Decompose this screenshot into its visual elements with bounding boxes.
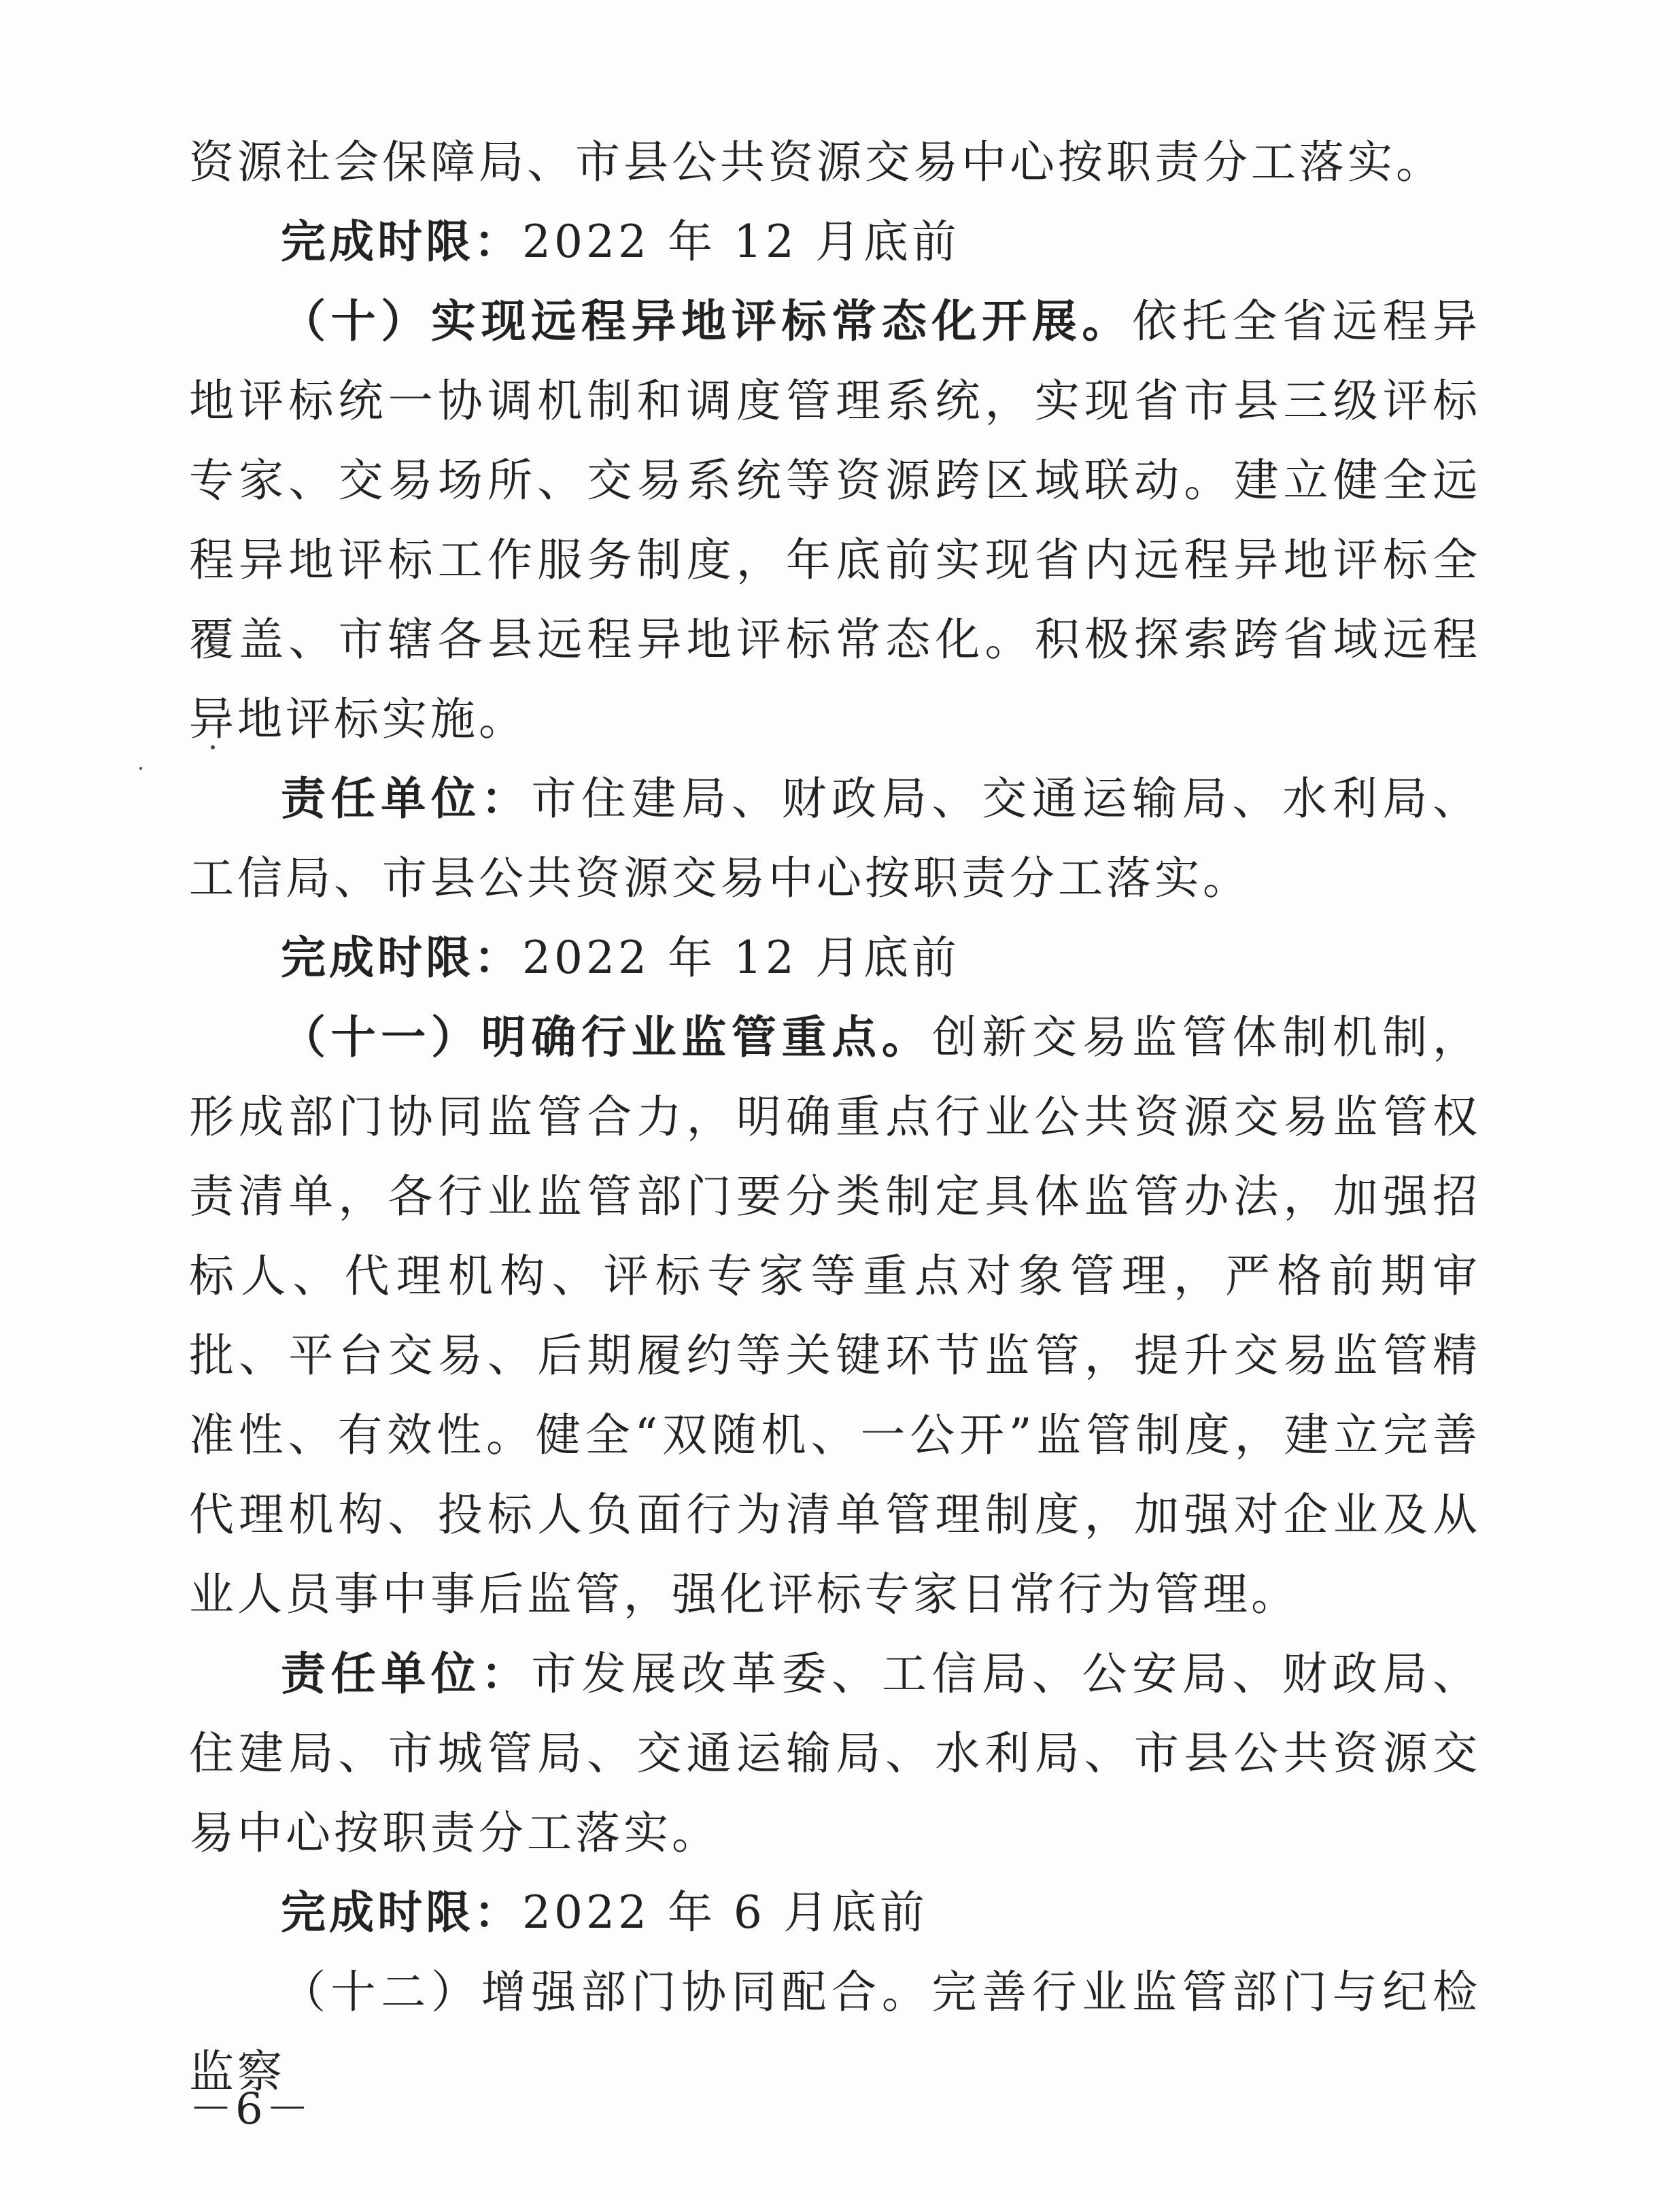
paragraph-text: 资源社会保障局、市县公共资源交易中心按职责分工落实。: [189, 136, 1444, 188]
scan-speck: [139, 767, 142, 770]
responsibility-paragraph: [189, 1634, 1481, 1873]
section-11-paragraph: [189, 998, 1481, 1634]
section-12-heading: （十二）: [281, 1966, 481, 2018]
section-11-heading: （十一）明确行业监管重点。: [281, 1010, 932, 1064]
deadline-paragraph: [189, 918, 1481, 998]
deadline-label: 完成时限：: [281, 215, 522, 268]
deadline-value: 2022 年 12 月底前: [522, 932, 960, 984]
responsibility-value: 市发展改革委、工信局、公安局、财政局、住建局、市城管局、交通运输局、水利局、市县公共资源交易中心按职责分工落实。: [189, 1648, 1481, 1859]
section-10-heading: （十）实现远程异地评标常态化开展。: [281, 294, 1133, 347]
section-10-text: 依托全省远程异地评标统一协调机制和调度管理系统，实现省市县三级评标专家、交易场所、交易系统等资源跨区域联动。建立健全远程异地评标工作服务制度，年底前实现省内远程异地评标全覆盖、市辖各县远程异地评标常态化。积极探索跨省域远程异地评标实施。: [189, 295, 1481, 745]
section-12-text: 增强部门协同配合。完善行业监管部门与纪检监察: [189, 1966, 1481, 2098]
responsibility-value: 市住建局、财政局、交通运输局、水利局、工信局、市县公共资源交易中心按职责分工落实。: [189, 772, 1481, 904]
document-body: [189, 122, 1481, 2111]
page-number: －6－: [189, 2084, 312, 2134]
section-11-text: 创新交易监管体制机制，形成部门协同监管合力，明确重点行业公共资源交易监管权责清单，各行业监管部门要分类制定具体监管办法，加强招标人、代理机构、评标专家等重点对象管理，严格前期审批、平台交易、后期履约等关键环节监管，提升交易监管精准性、有效性。健全“双随机、一公开”监管制度，建立完善代理机构、投标人负面行为清单管理制度，加强对企业及从业人员事中事后监管，强化评标专家日常行为管理。: [189, 1011, 1481, 1620]
section-10-paragraph: [189, 282, 1481, 759]
responsibility-paragraph: [189, 759, 1481, 918]
deadline-paragraph: [189, 202, 1481, 282]
deadline-value: 2022 年 12 月底前: [522, 216, 960, 268]
deadline-label: 完成时限：: [281, 931, 522, 984]
deadline-paragraph: [189, 1873, 1481, 1952]
responsibility-label: 责任单位：: [281, 772, 532, 825]
responsibility-label: 责任单位：: [281, 1647, 532, 1700]
deadline-value: 2022 年 6 月底前: [522, 1886, 928, 1939]
section-12-paragraph: [189, 1952, 1481, 2111]
paragraph-continuation: [189, 122, 1481, 202]
deadline-label: 完成时限：: [281, 1886, 522, 1939]
